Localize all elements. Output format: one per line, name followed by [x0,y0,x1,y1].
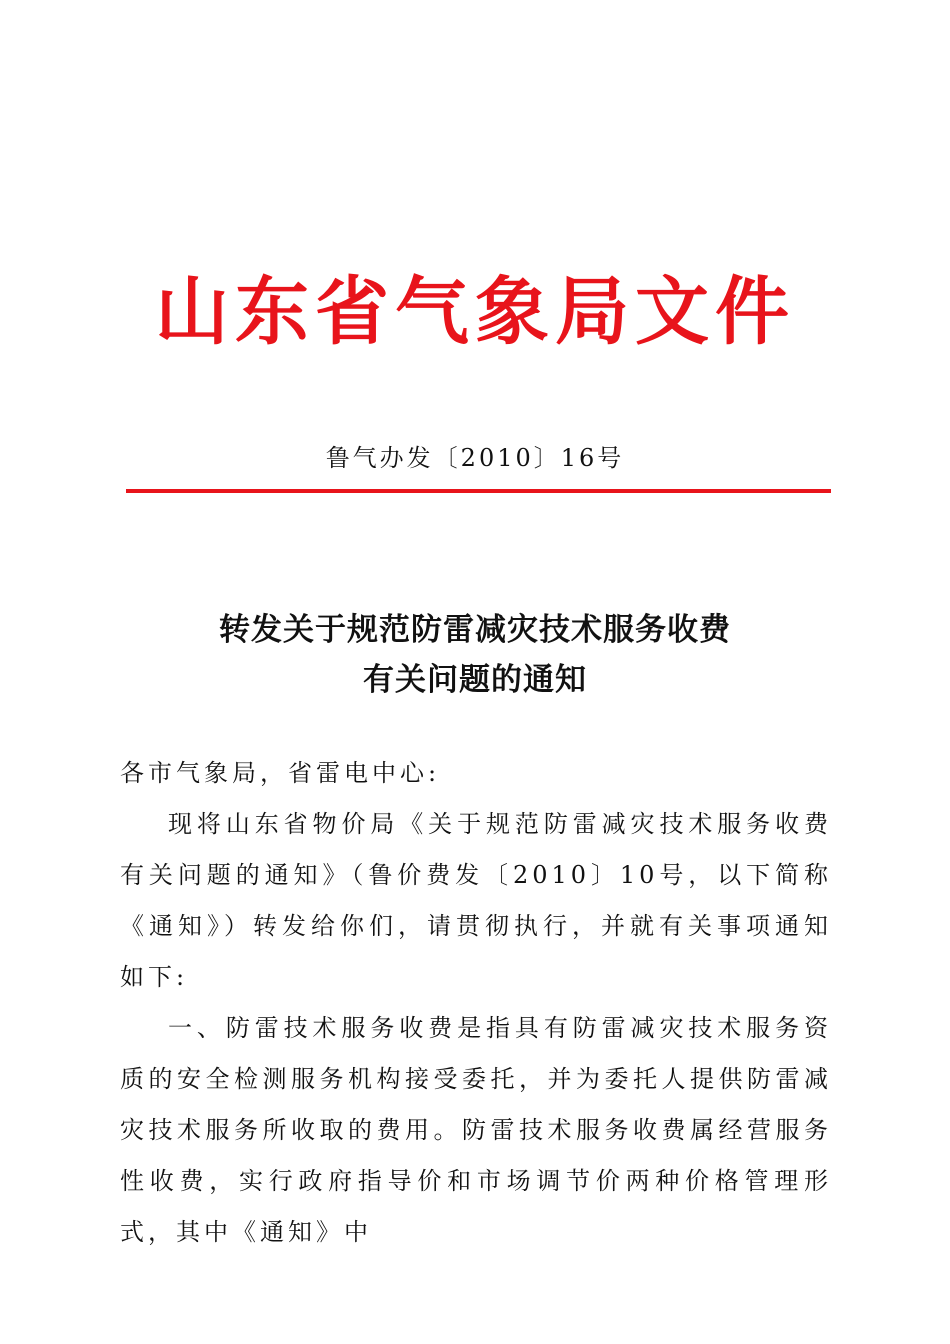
masthead-title: 山东省气象局文件 [155,269,795,355]
document-number: 鲁气办发〔2010〕16号 [325,444,625,472]
document-title [0,605,950,705]
red-separator-line [126,489,831,493]
body-paragraph-2: 一、防雷技术服务收费是指具有防雷减灾技术服务资质的安全检测服务机构接受委托，并为委托人提供防雷减灾技术服务所收取的费用。防雷技术服务收费属经营服务性收费，实行政府指导价和市场调节价两种价格管理形式，其中《通知》中 [120,1014,832,1246]
title-line-1: 转发关于规范防雷减灾技术服务收费 [219,612,731,648]
salutation: 各市气象局，省雷电中心: [120,759,441,787]
body-paragraph-1: 现将山东省物价局《关于规范防雷减灾技术服务收费有关问题的通知》（鲁价费发〔2010〕10号，以下简称《通知》）转发给你们，请贯彻执行，并就有关事项通知如下: [120,810,832,991]
title-line-2: 有关问题的通知 [363,662,587,698]
document-body [120,748,832,1258]
